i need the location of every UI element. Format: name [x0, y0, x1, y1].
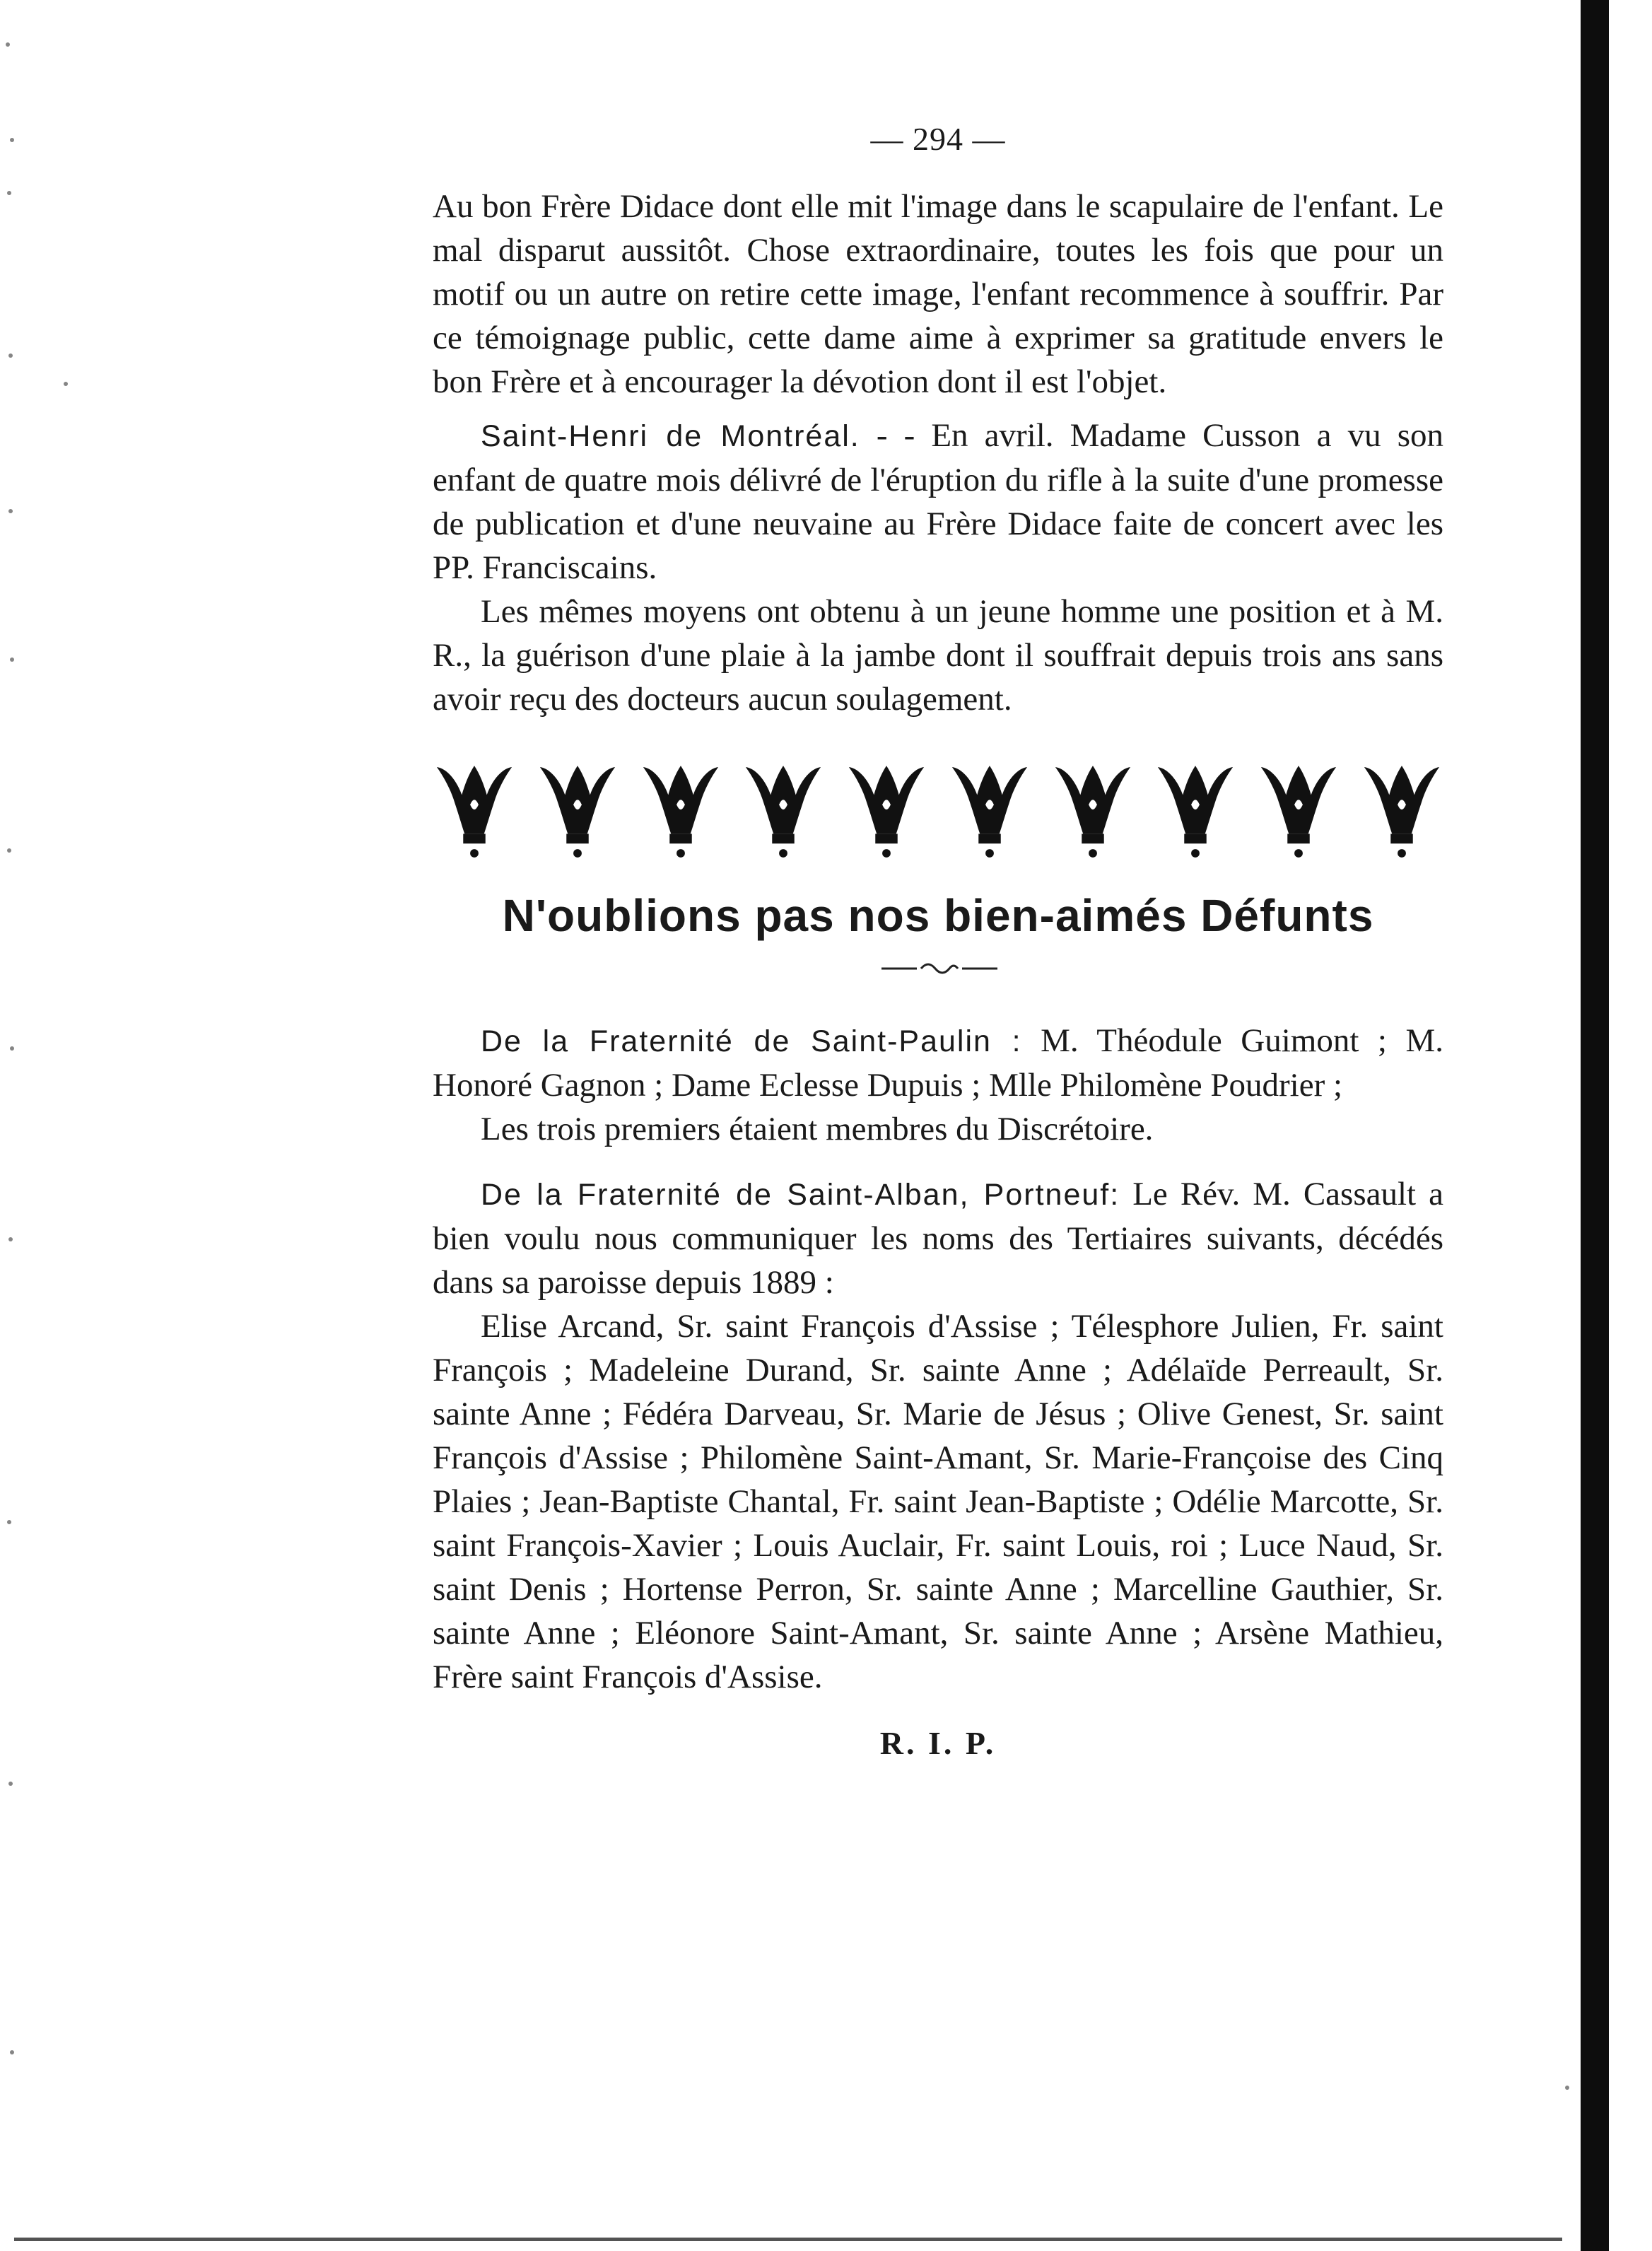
montreal-place-heading: Saint-Henri de Montréal. — [481, 419, 860, 453]
fleuron-ornament-row — [433, 761, 1443, 867]
fleuron-icon — [1051, 761, 1135, 860]
fleuron-icon — [536, 761, 619, 860]
montreal-paragraph — [433, 414, 1443, 590]
paulin-text: M. Théodule Guimont ; M. Honoré Gagnon ; Dame Eclesse Dupuis ; Mlle Philomène Poudrier ; — [433, 1022, 1443, 1104]
fleuron-icon — [433, 761, 516, 860]
page-number: — 294 — — [870, 121, 1006, 157]
fleuron-icon — [742, 761, 825, 860]
fleuron-icon — [1257, 761, 1340, 860]
scan-bottom-rule — [14, 2238, 1562, 2241]
scan-edge-bar — [1581, 0, 1609, 2251]
flourish-icon — [874, 959, 1002, 976]
alban-text: Le Rév. M. Cassault a bien voulu nous communiquer les noms des Tertiaires suivants, décédés dans sa paroisse depuis 1889 : — [433, 1176, 1443, 1301]
fleuron-icon — [639, 761, 722, 860]
fleuron-icon — [1360, 761, 1443, 860]
intro-paragraph: Au bon Frère Didace dont elle mit l'image dans le scapulaire de l'enfant. Le mal disparut aussitôt. Chose extraordinaire, toutes les fois que pour un motif ou un autre on retire cette image, l'enfant recommence à souffrir. Par ce témoignage public, cette dame aime à exprimer sa gratitude envers le bon Frère et à encourager la dévotion dont il est l'objet. — [433, 188, 1443, 400]
montreal-text: - - En avril. Madame Cusson a vu son enfant de quatre mois délivré de l'éruption du rifle à la suite d'une promesse de publication et d'une neuvaine au Frère Didace faite de concert avec les PP. Franciscains. — [433, 417, 1443, 586]
page-content — [433, 120, 1443, 1762]
paulin-paragraph — [433, 1019, 1443, 1107]
alban-place-heading: De la Fraternité de Saint-Alban, Portneuf: — [481, 1178, 1120, 1212]
fleuron-icon — [1154, 761, 1237, 860]
alban-paragraph — [433, 1172, 1443, 1304]
alban-names-list: Elise Arcand, Sr. saint François d'Assise ; Télesphore Julien, Fr. saint François ; Madeleine Durand, Sr. sainte Anne ; Adélaïde Perreault, Sr. sainte Anne ; Fédéra Darveau, Sr. Marie de Jésus ; Olive Genest, Sr. saint François d'Assise ; Philomène Saint-Amant, Sr. Marie-Françoise des Cinq Plaies ; Jean-Baptiste Chantal, Fr. saint Jean-Baptiste ; Odélie Marcotte, Sr. saint François-Xavier ; Louis Auclair, Fr. saint Louis, roi ; Luce Naud, Sr. saint Denis ; Hortense Perron, Sr. sainte Anne ; Marcelline Gauthier, Sr. sainte Anne ; Eléonore Saint-Amant, Sr. sainte Anne ; Arsène Mathieu, Frère saint François d'Assise. — [433, 1308, 1443, 1695]
flourish-divider — [433, 959, 1443, 979]
obituary-title: N'oublions pas nos bien-aimés Défunts — [502, 890, 1374, 941]
paulin-place-heading: De la Fraternité de Saint-Paulin : — [481, 1024, 1022, 1058]
fleuron-icon — [948, 761, 1031, 860]
paulin-note: Les trois premiers étaient membres du Discrétoire. — [481, 1111, 1154, 1147]
rip-closing: R. I. P. — [879, 1725, 997, 1761]
montreal-paragraph-2: Les mêmes moyens ont obtenu à un jeune homme une position et à M. R., la guérison d'une plaie à la jambe dont il souffrait depuis trois ans sans avoir reçu des docteurs aucun soulagement. — [433, 593, 1443, 718]
fleuron-icon — [845, 761, 928, 860]
